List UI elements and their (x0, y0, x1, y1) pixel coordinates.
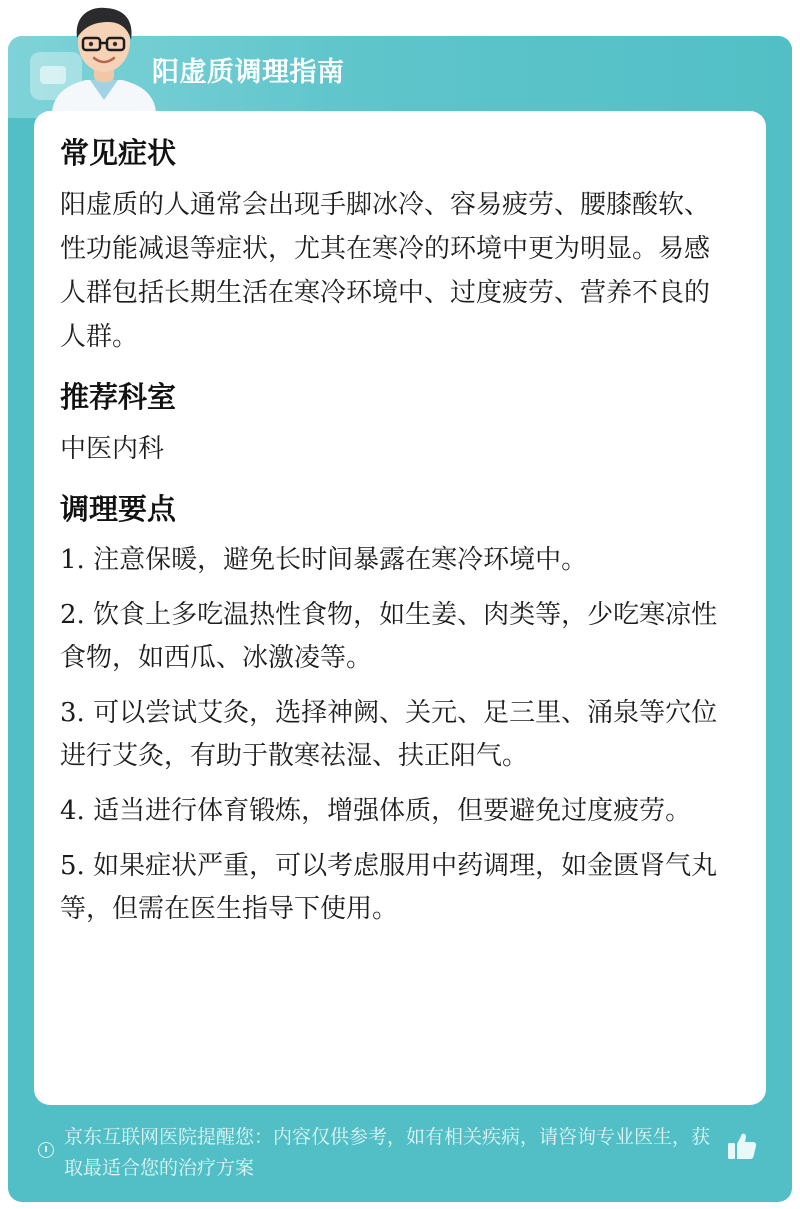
tip-number: 2. (60, 600, 85, 630)
tip-item (60, 790, 728, 833)
tip-item (60, 845, 728, 931)
tip-text: 可以尝试艾灸，选择神阙、关元、足三里、涌泉等穴位进行艾灸，有助于散寒祛湿、扶正阳气。 (60, 698, 718, 771)
info-icon (38, 1142, 54, 1158)
symptoms-text: 阳虚质的人通常会出现手脚冰冷、容易疲劳、腰膝酸软、性功能减退等症状，尤其在寒冷的环境中更为明显。易感人群包括长期生活在寒冷环境中、过度疲劳、营养不良的人群。 (60, 190, 711, 352)
tip-text: 如果症状严重，可以考虑服用中药调理，如金匮肾气丸等，但需在医生指导下使用。 (60, 851, 718, 924)
tip-number: 4. (60, 796, 85, 826)
tip-number: 3. (60, 698, 85, 728)
symptoms-title: 常见症状 (60, 136, 177, 170)
tip-number: 5. (60, 851, 85, 881)
tip-item (60, 539, 728, 582)
doctor-avatar-icon (44, 0, 164, 112)
disclaimer-text: 京东互联网医院提醒您：内容仅供参考，如有相关疾病，请咨询专业医生，获取最适合您的治疗方案 (64, 1126, 711, 1179)
thumbs-up-icon[interactable] (726, 1130, 758, 1162)
tip-text: 饮食上多吃温热性食物，如生姜、肉类等，少吃寒凉性食物，如西瓜、冰激凌等。 (60, 600, 718, 673)
tip-item (60, 594, 728, 680)
tip-number: 1. (60, 545, 85, 575)
page-title: 阳虚质调理指南 (152, 57, 345, 88)
tips-title: 调理要点 (60, 492, 177, 526)
content-card (34, 111, 766, 1105)
content-body (60, 133, 728, 943)
tip-text: 注意保暖，避免长时间暴露在寒冷环境中。 (84, 545, 588, 575)
department-text: 中医内科 (60, 434, 165, 464)
department-title: 推荐科室 (60, 380, 177, 414)
tip-item (60, 692, 728, 778)
tip-text: 适当进行体育锻炼，增强体质，但要避免过度疲劳。 (84, 796, 692, 826)
